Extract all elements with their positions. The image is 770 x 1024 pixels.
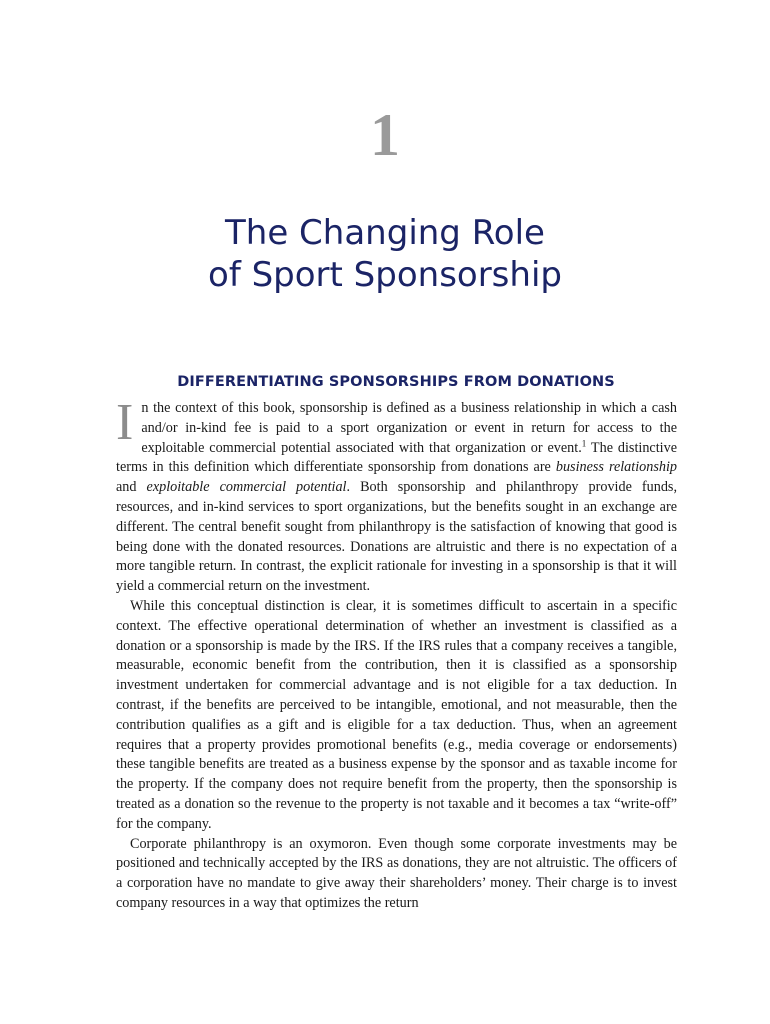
term-exploitable-commercial-potential: exploitable commercial potential [146,479,347,496]
paragraph-1-text-b: The distinctive terms in this definition which differentiate sponsorship from donations are [116,439,678,476]
chapter-number: 1 [370,102,400,168]
drop-cap: I [116,394,134,451]
paragraph-1-text-a: n the context of this book, sponsorship is defined as a business relationship in which a cash and/or in-kind fee is paid to a sport organization or event in return for access to the exploitable commercial potential associated with that organization or event. [141,400,677,456]
body-text [116,394,678,914]
term-business-relationship: business relationship [555,459,677,476]
paragraph-1-text-c: and [116,479,147,496]
section-heading: DIFFERENTIATING SPONSORSHIPS FROM DONATIONS [177,374,615,390]
paragraph-1 [116,394,678,597]
paragraph-3: Corporate philanthropy is an oxymoron. Even though some corporate investments may be positioned and technically accepted by the IRS as donations, they are not altruistic. The officers of a corporation have no mandate to give away their shareholders’ money. Their charge is to invest company resources in a way that optimizes the return [116,835,677,911]
chapter-title [0,212,770,296]
chapter-title-line-1: The Changing Role [225,213,545,253]
paragraph-1-text-d: . Both sponsorship and philanthropy provide funds, resources, and in-kind services to sport organizations, but the benefits sought in an exchange are different. The central benefit sought from philanthropy is the satisfaction of knowing that good is being done with the donated resources. Donations are altruistic and there is no expectation of a more tangible return. In contrast, the explicit rationale for investing in a sponsorship is that it will yield a commercial return on the investment. [116,479,677,595]
footnote-marker: 1 [581,437,587,448]
paragraph-2: While this conceptual distinction is clear, it is sometimes difficult to ascertain in a specific context. The effective operational determination of whether an investment is classified as a donation or a sponsorship is made by the IRS. If the IRS rules that a company receives a tangible, measurable, economic benefit from the contribution, then it is classified as a sponsorship investment undertaken for commercial advantage and is not eligible for a tax deduction. In contrast, if the benefits are perceived to be intangible, emotional, and not measurable, then the contribution qualifies as a gift and is eligible for a tax deduction. Thus, when an agreement requires that a property provides promotional benefits (e.g., media coverage or endorsements) these tangible benefits are treated as a business expense by the sponsor and as taxable income for the property. If the company does not require benefit from the property, then the sponsorship is treated as a donation so the revenue to the property is not taxable and it becomes a tax “write-off” for the company. [116,597,677,832]
chapter-title-line-2: of Sport Sponsorship [208,255,562,295]
